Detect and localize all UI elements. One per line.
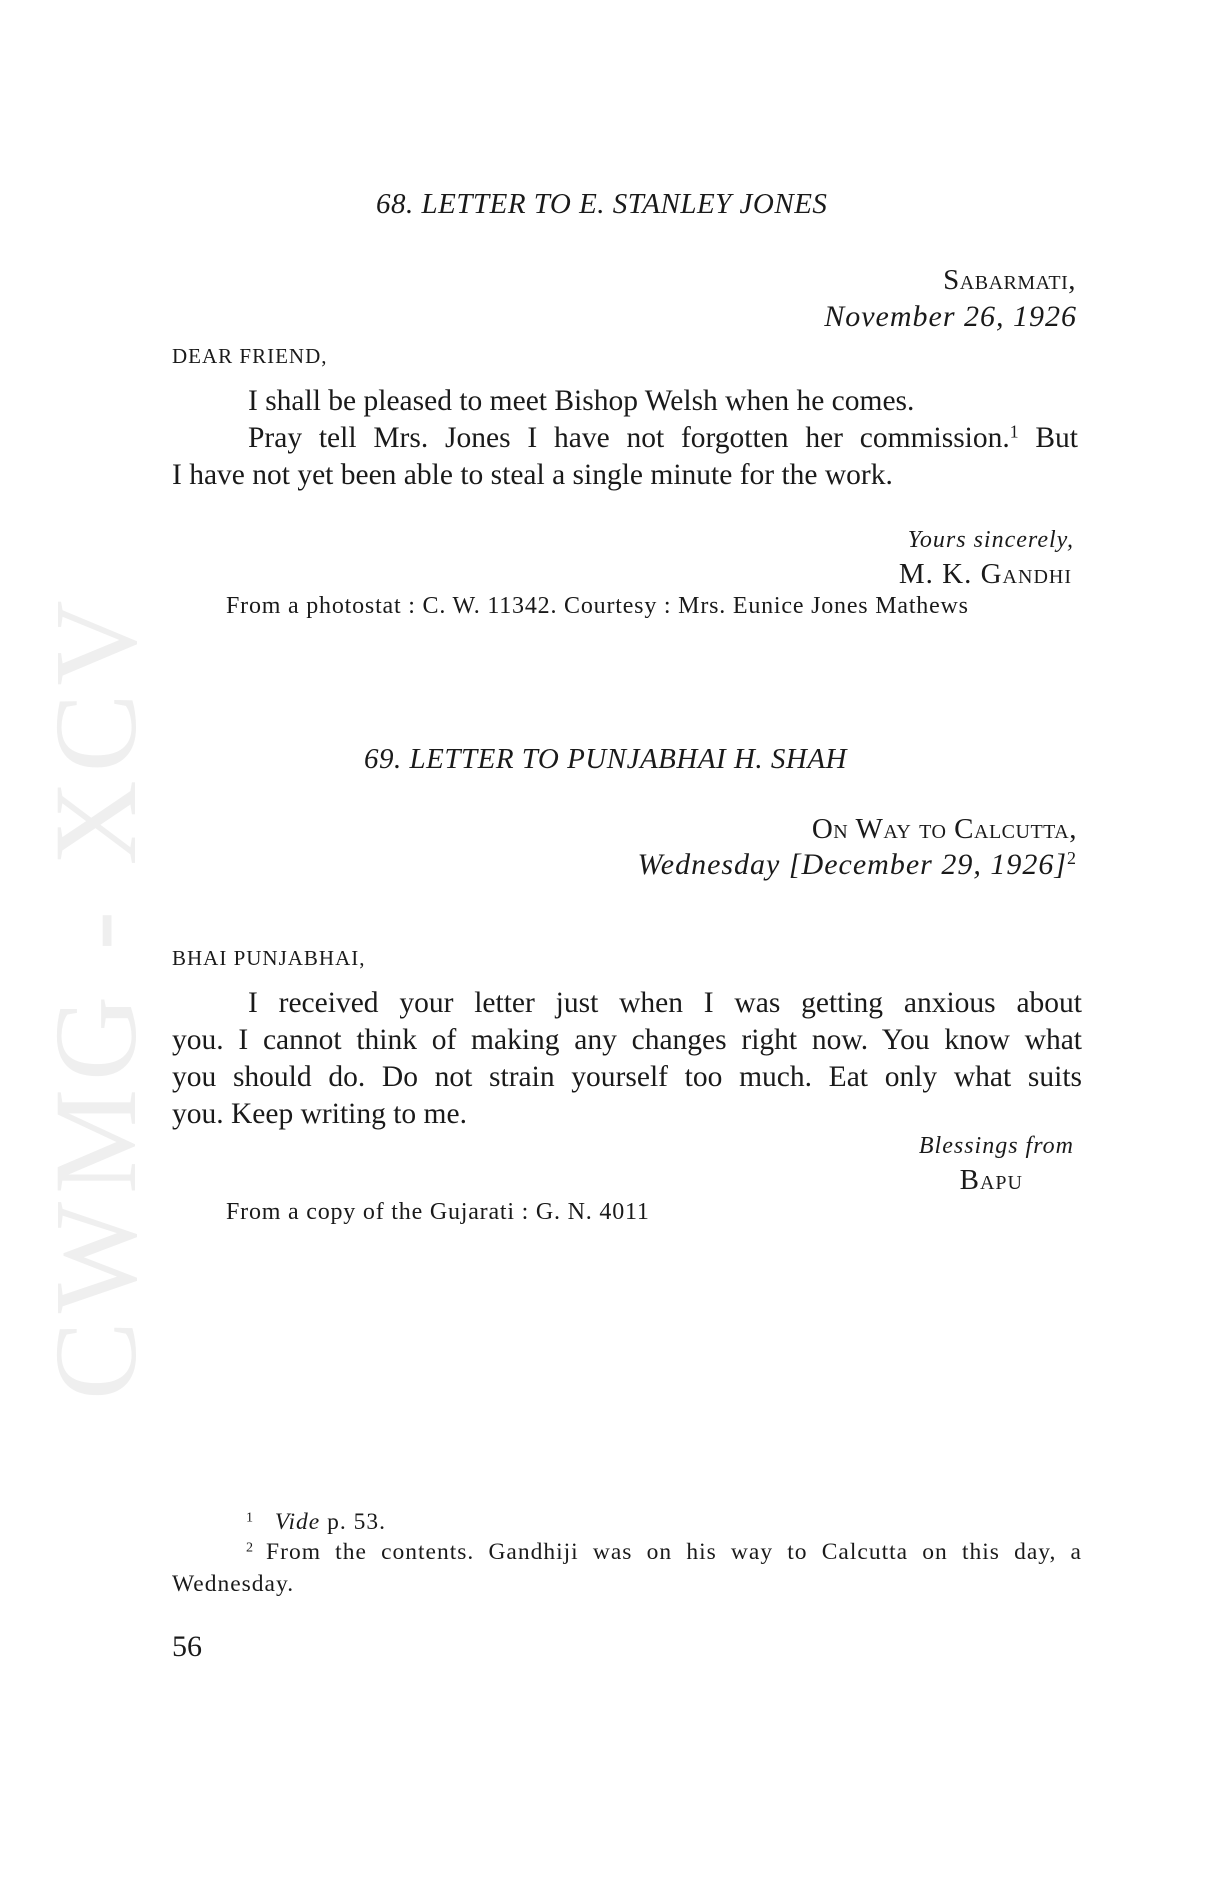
letter-68-signature [899, 558, 1072, 591]
letter-68-number: 68. [376, 188, 414, 220]
footnote-2-text: From the contents. Gandhiji was on his way to Calcutta on this day, a [266, 1539, 1082, 1565]
letter-69-number: 69. [364, 743, 402, 775]
letter-69-body-line-4: you. Keep writing to me. [172, 1098, 467, 1130]
page-number: 56 [172, 1630, 202, 1663]
letter-68-body-line-2-tail: But [1018, 422, 1079, 454]
letter-68-body-line-2 [172, 420, 1078, 457]
letter-68-heading [376, 188, 827, 221]
letter-68-salutation: DEAR FRIEND, [172, 344, 328, 368]
letter-68-closing: Yours sincerely, [907, 527, 1074, 553]
letter-69-body-line-3: you should do. Do not strain yourself too much. Eat only what suits [172, 1061, 1082, 1093]
footnote-2-line-1 [172, 1536, 1082, 1568]
letter-68-body-line-1: I shall be pleased to meet Bishop Welsh when he comes. [248, 385, 915, 417]
letter-68-body-line-2-text: Pray tell Mrs. Jones I have not forgotten her commission. [248, 422, 1010, 454]
letter-69-place-text: On Way to Calcutta, [811, 813, 1077, 845]
footnote-1-text: p. 53. [320, 1509, 386, 1535]
letter-68-signature-text: M. K. Gandhi [898, 558, 1072, 590]
letter-69-heading [364, 743, 847, 776]
footnote-2 [172, 1536, 1082, 1600]
letter-69-signature [960, 1164, 1023, 1197]
letter-68-place [943, 264, 1076, 297]
letter-69-body-line-1: I received your letter just when I was getting anxious about [248, 987, 1082, 1019]
footnote-1-italic: Vide [274, 1509, 321, 1535]
letter-69-place [812, 813, 1077, 846]
footnote-1 [246, 1506, 386, 1538]
letter-68-body-line-3: I have not yet been able to steal a single minute for the work. [172, 459, 893, 491]
letter-68-source: From a photostat : C. W. 11342. Courtesy : Mrs. Eunice Jones Mathews [226, 593, 969, 619]
letter-69-closing: Blessings from [918, 1133, 1074, 1159]
letter-68-date: November 26, 1926 [824, 300, 1077, 333]
footnote-ref-2: 2 [1067, 848, 1077, 869]
letter-69-title: LETTER TO PUNJABHAI H. SHAH [409, 743, 847, 775]
footnote-1-marker: 1 [246, 1509, 255, 1526]
letter-69-date-text: Wednesday [December 29, 1926] [637, 848, 1067, 881]
letter-68-title: LETTER TO E. STANLEY JONES [421, 188, 828, 220]
letter-69-body [172, 985, 1082, 1133]
letter-68-place-text: Sabarmati, [943, 264, 1076, 296]
footnote-2-line-2: Wednesday. [172, 1571, 295, 1597]
letter-69-salutation: BHAI PUNJABHAI, [172, 946, 366, 970]
watermark: CWMG - XCV [30, 592, 161, 1400]
letter-69-body-line-2: you. I cannot think of making any changes right now. You know what [172, 1024, 1082, 1056]
letter-69-signature-text: Bapu [959, 1164, 1023, 1196]
footnote-ref-1: 1 [1009, 421, 1019, 442]
letter-69-date [638, 848, 1077, 882]
letter-68-body [172, 383, 1078, 494]
letter-69-source: From a copy of the Gujarati : G. N. 4011 [226, 1199, 650, 1225]
footnote-2-marker: 2 [246, 1539, 255, 1556]
